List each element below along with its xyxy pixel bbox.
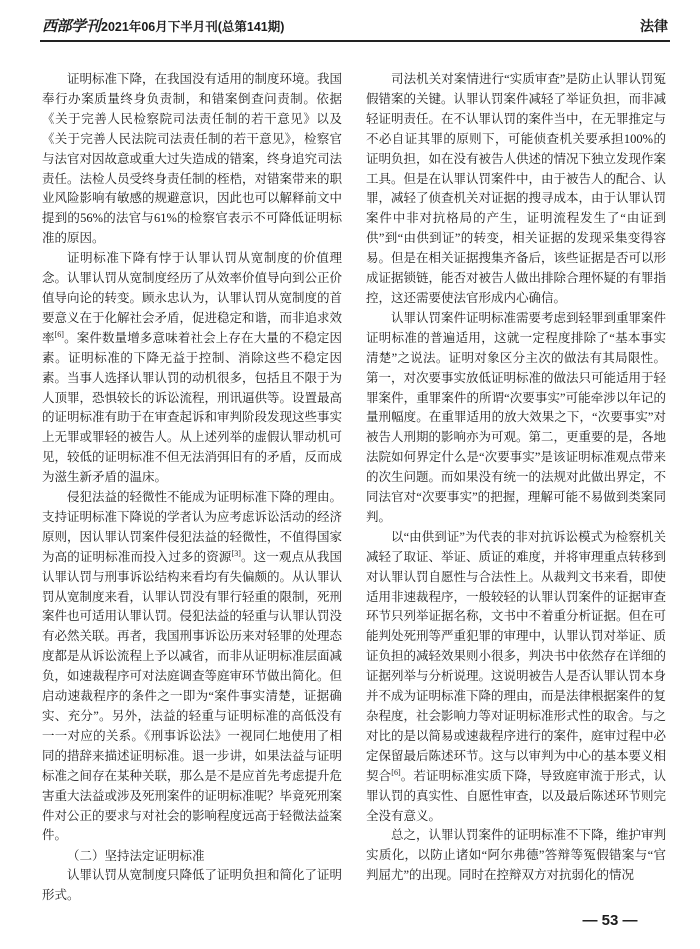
section-heading: （二）坚持法定证明标准 (67, 848, 205, 864)
citation-ref: [6] (54, 329, 64, 339)
right-paragraph-1: 司法机关对案情进行“实质审查”是防止认罪认罚冤假错案的关键。认罪认罚案件减轻了举证负担，而非减轻证明责任。在不认罪认罚的案件当中，在无罪推定与不必自证其罪的原则下，可能侦查机关要承担100%的证明负担，如在没有被告人供述的情况下独立发现作案工具。但是在认罪认罚案件中，由于被告人的配合、认罪，减轻了侦查机关对证据的搜寻成本，由于认罪认罚案件中非对抗格局的产生，证明流程发生了“由证到供”到“由供到证”的转变，相关证据的发现采集变得容易。但是在相关证据搜集齐备后，该些证据是否可以形成证据锁链，能否对被告人做出排除合理怀疑的有罪指控，这还需要使法官形成内心确信。 (366, 72, 666, 305)
section-label: 法律 (640, 18, 668, 34)
left-paragraph-2 (42, 249, 342, 488)
right-paragraph-3 (366, 528, 666, 827)
paragraph-text: 证明标准下降有悖于认罪认罚从宽制度的价值理念。认罪认罚从宽制度经历了从效率价值导向到公正价值导向论的转变。顾永忠认为，认罪认罚从宽制度的首要意义在于化解社会矛盾，促进稳定和谐，而非追求效率 (42, 251, 342, 345)
page-number: — 53 — (582, 912, 638, 929)
issue-info: 2021年06月下半月刊(总第141期) (101, 20, 285, 34)
left-paragraph-4: 认罪认罚从宽制度只降低了证明负担和简化了证明形式。 (42, 868, 342, 903)
paragraph-text: 以“由供到证”为代表的非对抗诉讼模式为检察机关减轻了取证、举证、质证的难度，并将审理重点转移到对认罪认罚自愿性与合法性上。从裁判文书来看，即使适用非速裁程序，一般较轻的认罪认罚案件的证据审查环节只列举证据名称，文书中不着重分析证据。但在可能判处死刑等严重犯罪的审理中，认罪认罚对举证、质证负担的减轻效果则小很多，判决书中依然存在详细的证据列举与分析说理。这说明被告人是否认罪认罚本身并不成为证明标准下降的理由，而是法律根据案件的复杂程度，社会影响力等对证明标准形式性的取舍。与之对比的是以简易或速裁程序进行的案件，庭审过程中必定保留最后陈述环节。这与以审判为中心的基本要义相契合 (366, 529, 666, 783)
left-paragraph-3 (42, 488, 342, 846)
journal-logo: 西部学刊 (42, 17, 101, 35)
paragraph-text: 。这一观点从我国认罪认罚与刑事诉讼结构来看均有失偏颇的。从认罪认罚从宽制度来看，认罪认罚没有罪行轻重的限制，死刑案件也可适用认罪认罚。侵犯法益的轻重与认罪认罚没有必然关联。再者，我国刑事诉讼历来对轻罪的处理态度都是从诉讼流程上予以减省，而非从证明标准层面减负，如速裁程序可对法庭调查等庭审环节做出简化。但启动速裁程序的条件之一即为“案件事实清楚，证据确实、充分”。另外，法益的轻重与证明标准的高低没有一一对应的关系。《刑事诉讼法》一视同仁地使用了相同的措辞来描述证明标准。退一步讲，如果法益与证明标准之间存在某种关联，那么是不是应首先考虑提升危害重大法益或涉及死刑案件的证明标准呢？毕竟死刑案件对公正的要求与对社会的影响程度远高于轻微法益案件。 (42, 549, 342, 843)
header-journal-info (42, 15, 284, 36)
citation-ref: [6] (391, 767, 401, 777)
paragraph-text: 。若证明标准实质下降，导致庭审流于形式，认罪认罚的真实性、自愿性审查，以及最后陈述环节则完全没有意义。 (366, 768, 666, 823)
left-column (42, 70, 342, 910)
citation-ref: [3] (231, 548, 241, 558)
paragraph-text: 。案件数量增多意味着社会上存在大量的不稳定因素。证明标准的下降无益于控制、消除这些不稳定因素。当事人选择认罪认罚的动机很多，包括且不限于为人顶罪，恐惧较长的诉讼流程，刑讯逼供等。设置最高的证明标准有助于在审查起诉和审判阶段发现这些事实上无罪或罪轻的被告人。从上述列举的虚假认罪动机可见，较低的证明标准不但无法消弭旧有的矛盾，反而成为滋生新矛盾的温床。 (42, 330, 342, 485)
right-paragraph-2: 认罪认罚案件证明标准需要考虑到轻罪到重罪案件证明标准的普遍适用，这就一定程度排除了“基本事实清楚”之说法。证明对象区分主次的做法有其局限性。第一，对次要事实放低证明标准的做法只可能适用于轻罪案件，重罪案件的所谓“次要事实”可能牵涉以年记的量刑幅度。在重罪适用的放大效果之下，“次要事实”对被告人刑期的影响亦为可观。第二，更重要的是，各地法院如何界定什么是“次要事实”是该证明标准观点带来的次生问题。而如果没有统一的法规对此做出界定，不同法官对“次要事实”的把握，理解可能不易做到类案同判。 (366, 310, 666, 524)
left-paragraph-1: 证明标准下降，在我国没有适用的制度环境。我国奉行办案质量终身负责制，和错案倒查问责制。依据《关于完善人民检察院司法责任制的若干意见》以及《关于完善人民法院司法责任制的若干意见》，检察官与法官对因故意或重大过失造成的错案，终身追究司法责任。法检人员受终身责任制的桎梏，对错案带来的职业风险影响有敏感的规避意识，因此也可以解释前文中提到的56%的法官与61%的检察官表示不可降低证明标准的原因。 (42, 72, 342, 246)
paragraph-text: 侵犯法益的轻微性不能成为证明标准下降的理由。支持证明标准下降说的学者认为应考虑诉讼活动的经济原则，因认罪认罚案件侵犯法益的轻微性，不值得国家为高的证明标准而投入过多的资源 (42, 490, 342, 564)
running-header (40, 14, 670, 42)
right-paragraph-4: 总之，认罪认罚案件的证明标准不下降，维护审判实质化，以防止诸如“阿尔弗德”答辩等冤假错案与“官判屈尤”的出现。同时在控辩双方对抗弱化的情况 (366, 828, 666, 883)
right-column (366, 70, 666, 910)
